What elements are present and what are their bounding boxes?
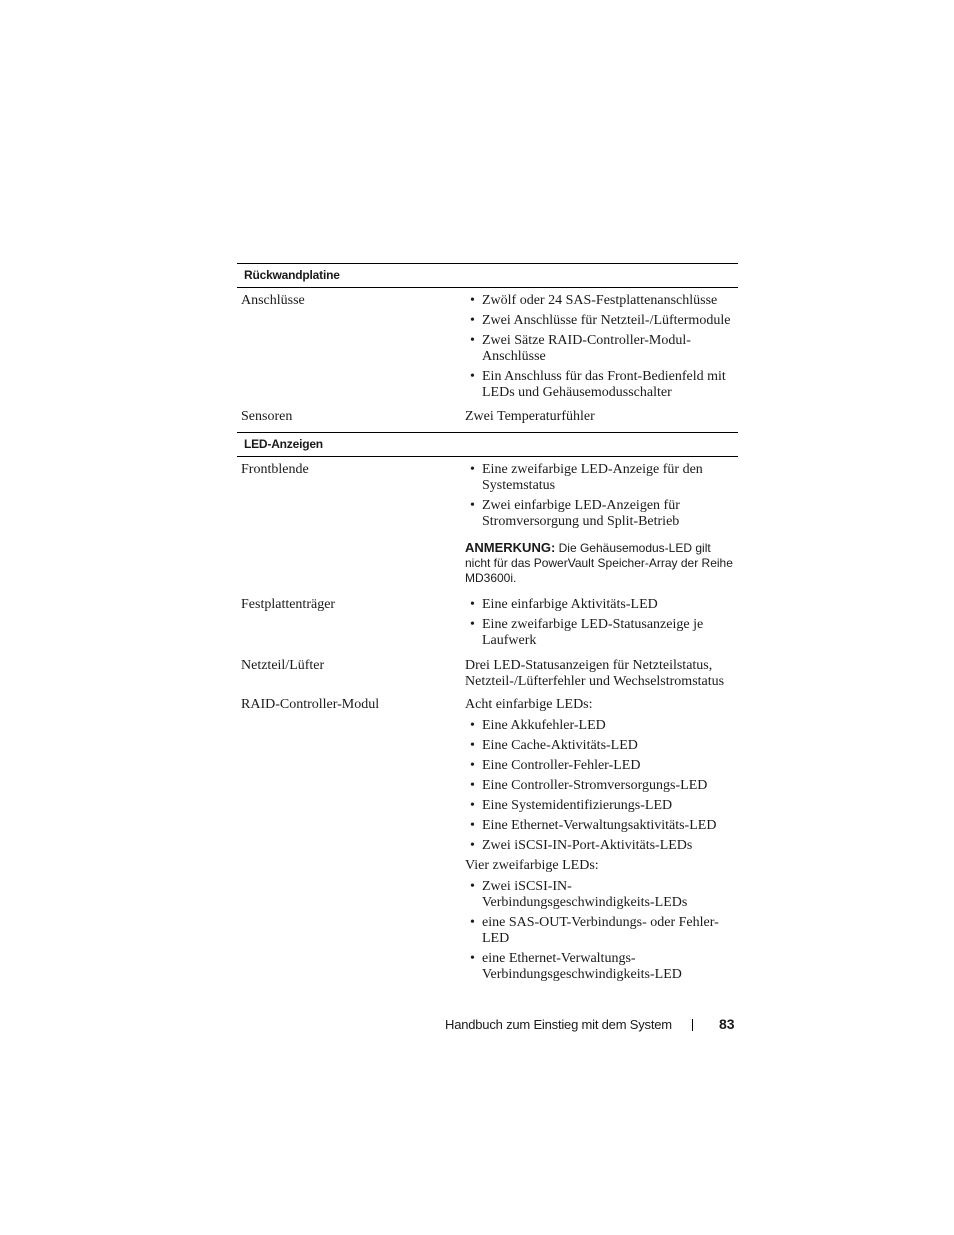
bullet-list: [465, 597, 738, 649]
list-item: • Eine Controller-Fehler-LED: [465, 758, 738, 774]
list-item: • Eine Controller-Stromversorgungs-LED: [465, 778, 738, 794]
section-header-led-anzeigen: LED-Anzeigen: [237, 432, 738, 457]
list-item: • Zwei iSCSI-IN-Verbindungsgeschwindigkeits-LEDs: [465, 879, 738, 911]
list-item: • Eine Akkufehler-LED: [465, 718, 738, 734]
table-row-anschluesse: [237, 288, 738, 405]
footer-title: Handbuch zum Einstieg mit dem System: [445, 1017, 672, 1032]
list-item: • Eine Ethernet-Verwaltungsaktivitäts-LED: [465, 818, 738, 834]
row-label: RAID-Controller-Modul: [241, 697, 380, 712]
note-block: [465, 540, 738, 586]
bullet-list: [465, 718, 738, 854]
row-value: [465, 293, 738, 405]
row-value: Drei LED-Statusanzeigen für Netzteilstatus, Netzteil-/Lüfterfehler und Wechselstromstatus: [465, 658, 725, 689]
list-item: • Zwei Sätze RAID-Controller-Modul-Anschlüsse: [465, 333, 738, 365]
table-row-sensoren: [237, 405, 738, 432]
intro-text: Acht einfarbige LEDs:: [465, 697, 593, 712]
page-number: 83: [719, 1016, 735, 1032]
list-item: • eine SAS-OUT-Verbindungs- oder Fehler-LED: [465, 915, 738, 947]
list-item: • Ein Anschluss für das Front-Bedienfeld mit LEDs und Gehäusemodusschalter: [465, 369, 738, 401]
row-value: [465, 697, 738, 987]
bullet-list: [465, 462, 738, 530]
list-item: • eine Ethernet-Verwaltungs-Verbindungsgeschwindigkeits-LED: [465, 951, 738, 983]
table-row-raid-controller-modul: [237, 690, 738, 987]
section-header-rueckwandplatine: Rückwandplatine: [237, 263, 738, 288]
intro-text: Vier zweifarbige LEDs:: [465, 858, 599, 873]
spec-table: [237, 263, 738, 987]
list-item: • Eine einfarbige Aktivitäts-LED: [465, 597, 738, 613]
table-row-festplattentraeger: [237, 592, 738, 653]
row-value: [465, 597, 738, 653]
row-label: Frontblende: [241, 462, 309, 477]
footer-divider: [692, 1019, 693, 1031]
page-footer: [0, 1016, 954, 1034]
note-text: Die Gehäusemodus-LED gilt nicht für das PowerVault Speicher-Array der Reihe MD3600i.: [465, 541, 733, 585]
list-item: • Zwei Anschlüsse für Netzteil-/Lüftermodule: [465, 313, 738, 329]
list-item: • Zwei einfarbige LED-Anzeigen für Stromversorgung und Split-Betrieb: [465, 498, 738, 530]
list-item: • Zwölf oder 24 SAS-Festplattenanschlüsse: [465, 293, 738, 309]
row-label: Festplattenträger: [241, 597, 336, 612]
note-heading: ANMERKUNG:: [465, 540, 556, 555]
list-item: • Eine zweifarbige LED-Statusanzeige je Laufwerk: [465, 617, 738, 649]
bullet-list: [465, 879, 738, 983]
list-item: • Eine zweifarbige LED-Anzeige für den Systemstatus: [465, 462, 738, 494]
list-item: • Zwei iSCSI-IN-Port-Aktivitäts-LEDs: [465, 838, 738, 854]
row-value: [465, 462, 738, 592]
list-item: • Eine Cache-Aktivitäts-LED: [465, 738, 738, 754]
table-row-netzteil-luefter: [237, 653, 738, 690]
table-row-frontblende: [237, 457, 738, 592]
row-value: Zwei Temperaturfühler: [465, 409, 595, 424]
row-label: Sensoren: [241, 409, 293, 424]
list-item: • Eine Systemidentifizierungs-LED: [465, 798, 738, 814]
bullet-list: [465, 293, 738, 401]
row-label: Netzteil/Lüfter: [241, 658, 325, 673]
row-label: Anschlüsse: [241, 293, 305, 308]
